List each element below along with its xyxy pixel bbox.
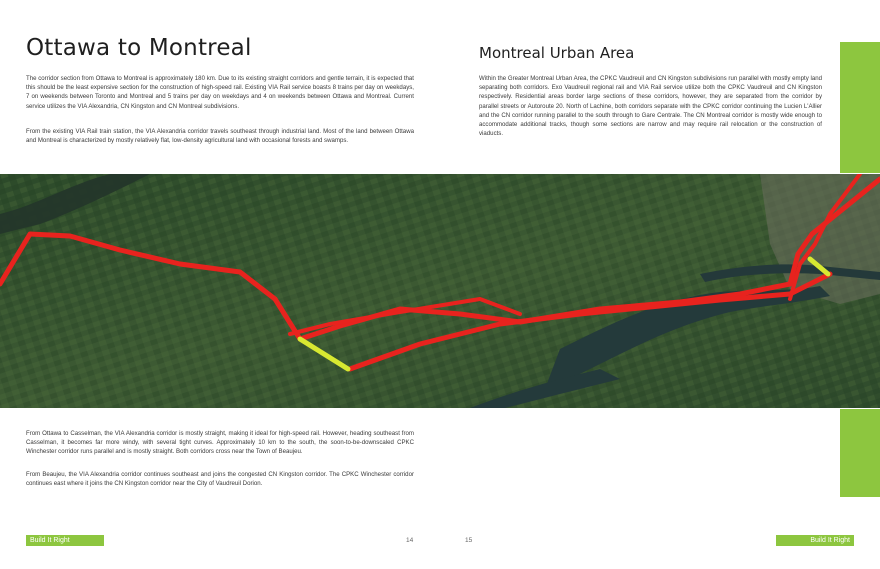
footer-label-left: Build It Right xyxy=(26,535,104,546)
satellite-route-map xyxy=(0,174,880,408)
accent-bar-top xyxy=(840,42,880,173)
page-title-ottawa-to-montreal: Ottawa to Montreal xyxy=(26,35,252,61)
land-paragraph: From the existing VIA Rail train station, the VIA Alexandria corridor travels southeast through industrial land. Most of the land between Ottawa and Montreal is characterized by mostly relatively flat, low-density agricultural land with occasional forests and swamps. xyxy=(26,128,414,145)
accent-bar-bottom xyxy=(840,409,880,497)
page-title-montreal-urban-area: Montreal Urban Area xyxy=(479,44,635,62)
intro-paragraph: The corridor section from Ottawa to Montreal is approximately 180 km. Due to its existing straight corridors and gentle terrain, it is expected that this should be the least expensive section for the construction of high-speed rail. Existing VIA Rail service boasts 8 trains per day on weekdays, 7 on weekends between Toronto and Montreal and 5 trains per day on weekdays and 4 on weekends between Ottawa and Montreal. Current service utilizes the VIA Alexandria, CN Kingston and CN Montreal subdivisions. xyxy=(26,75,414,110)
footer-label-right: Build It Right xyxy=(776,535,854,546)
montreal-paragraph: Within the Greater Montreal Urban Area, the CPKC Vaudreuil and CN Kingston subdivisions run parallel with mostly empty land separating both corridors. Exo Vaudreuil regional rail and VIA Rail service utilize both the CPKC Vaudreuil and CN Kingston respectively. Residential areas border large sections of these corridors, however, they are separated from the corridor by parallel streets or Autoroute 20. North of Lachine, both corridors separate with the CPKC corridor continuing the Lucien L'Allier and the CN corridor running parallel to the south through to Gare Centrale. The CN Montreal corridor is mostly wide enough to accommodate additional tracks, though some sections are narrow and may require rail relocation or the construction of viaducts. xyxy=(479,75,822,138)
page-number-right: 15 xyxy=(465,537,473,544)
casselman-paragraph: From Ottawa to Casselman, the VIA Alexandria corridor is mostly straight, making it ideal for high-speed rail. However, heading southeast from Casselman, it becomes far more windy, with several tight curves. Approximately 10 km to the south, the soon-to-be-downscaled CPKC Winchester corridor runs parallel and is mostly straight. Both corridors cross near the Town of Beaujeu. xyxy=(26,430,414,456)
beaujeu-paragraph: From Beaujeu, the VIA Alexandria corridor continues southeast and joins the congested CN Kingston corridor. The CPKC Winchester corridor continues east where it joins the CN Kingston corridor near the City of Vaudreuil Dorion. xyxy=(26,471,414,488)
page-number-left: 14 xyxy=(406,537,414,544)
